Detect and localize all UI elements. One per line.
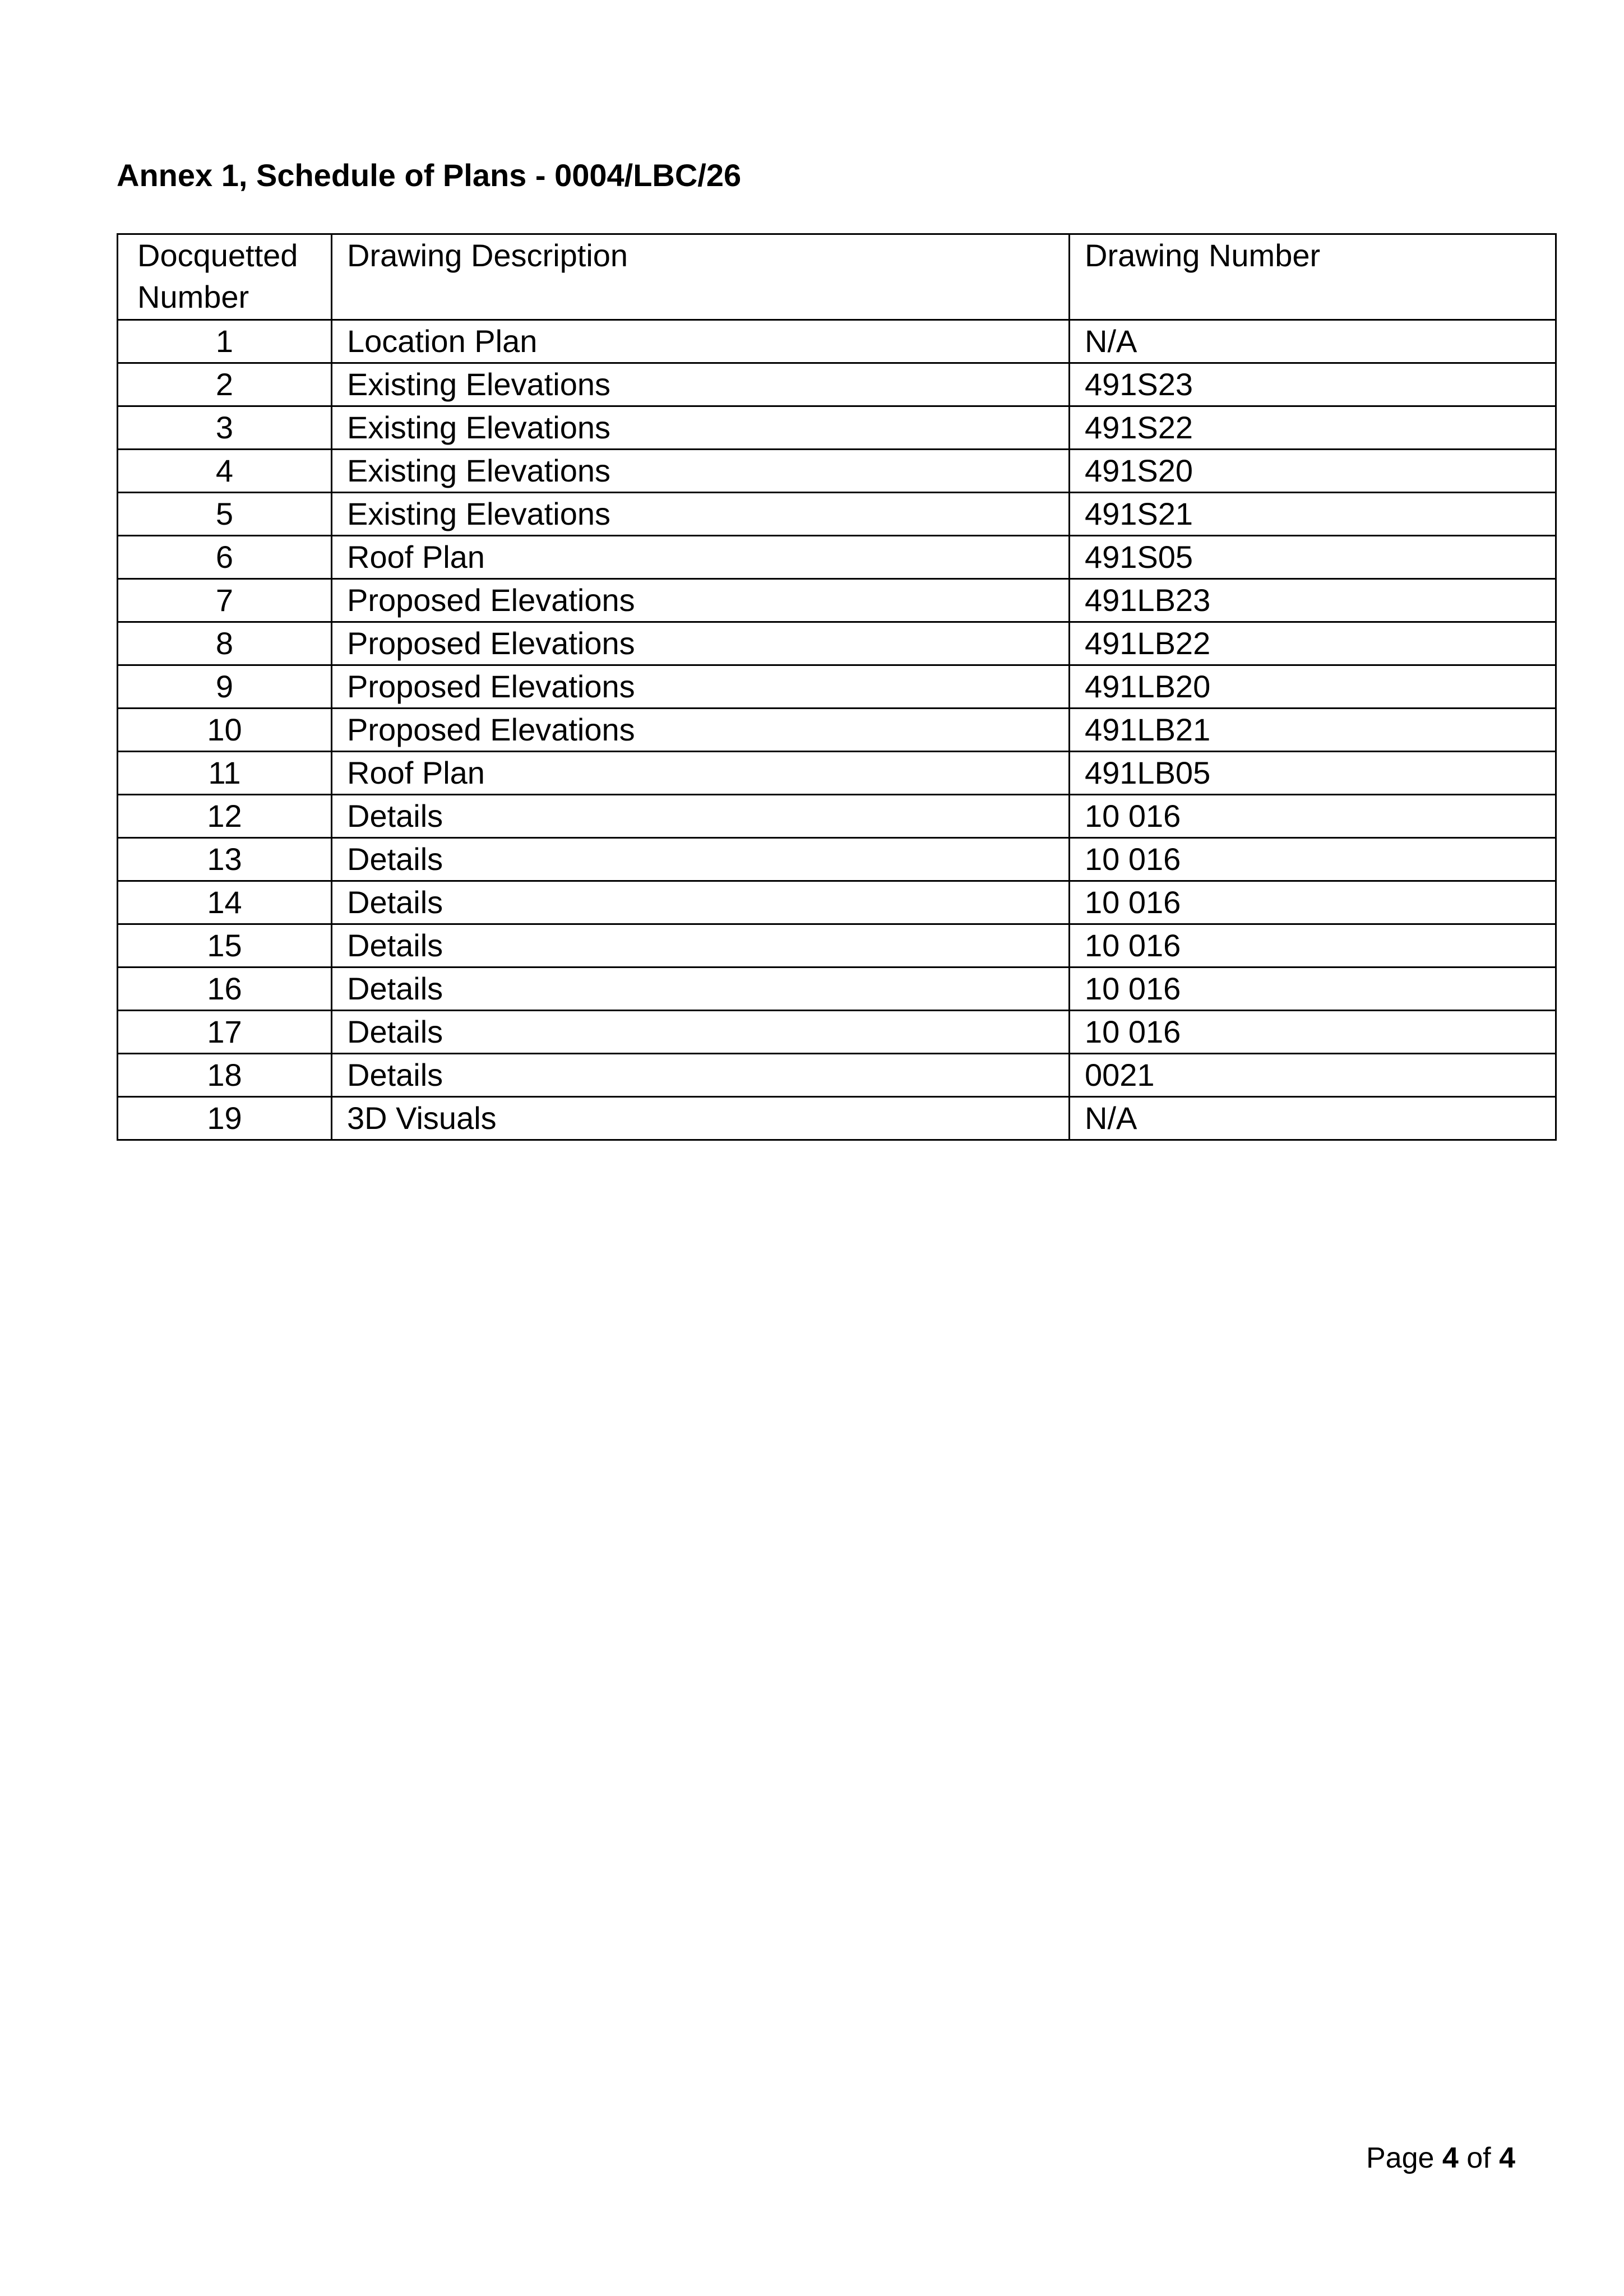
header-drawing-number: Drawing Number: [1070, 234, 1556, 320]
drawing-number-cell: 491LB20: [1070, 665, 1556, 709]
table-row: [118, 320, 1556, 363]
drawing-description-cell: Details: [332, 838, 1070, 881]
drawing-description-cell: Roof Plan: [332, 752, 1070, 795]
table-row: [118, 406, 1556, 450]
drawing-number-cell: 491LB05: [1070, 752, 1556, 795]
docquetted-number-cell: 10: [118, 709, 332, 752]
drawing-description-cell: Existing Elevations: [332, 363, 1070, 406]
drawing-description-cell: Location Plan: [332, 320, 1070, 363]
total-pages-number: 4: [1499, 2142, 1515, 2174]
drawing-description-cell: Proposed Elevations: [332, 579, 1070, 622]
docquetted-number-cell: 13: [118, 838, 332, 881]
table-row: [118, 579, 1556, 622]
drawing-description-cell: Details: [332, 1054, 1070, 1097]
drawing-number-cell: 491S21: [1070, 493, 1556, 536]
docquetted-number-cell: 11: [118, 752, 332, 795]
drawing-description-cell: Proposed Elevations: [332, 709, 1070, 752]
docquetted-number-cell: 19: [118, 1097, 332, 1140]
table-body: [118, 320, 1556, 1140]
page-title: Annex 1, Schedule of Plans - 0004/LBC/26: [117, 158, 742, 193]
drawing-description-cell: Proposed Elevations: [332, 622, 1070, 665]
current-page-number: 4: [1442, 2142, 1459, 2174]
table-row: [118, 665, 1556, 709]
drawing-number-cell: N/A: [1070, 1097, 1556, 1140]
docquetted-number-cell: 15: [118, 924, 332, 968]
table-row: [118, 363, 1556, 406]
drawing-description-cell: 3D Visuals: [332, 1097, 1070, 1140]
drawing-description-cell: Roof Plan: [332, 536, 1070, 579]
drawing-number-cell: 0021: [1070, 1054, 1556, 1097]
drawing-number-cell: 491S05: [1070, 536, 1556, 579]
drawing-description-cell: Existing Elevations: [332, 450, 1070, 493]
table-row: [118, 838, 1556, 881]
drawing-description-cell: Details: [332, 1011, 1070, 1054]
drawing-number-cell: 10 016: [1070, 881, 1556, 924]
table-row: [118, 1097, 1556, 1140]
drawing-description-cell: Details: [332, 881, 1070, 924]
table-row: [118, 795, 1556, 838]
docquetted-number-cell: 16: [118, 968, 332, 1011]
drawing-description-cell: Proposed Elevations: [332, 665, 1070, 709]
table-row: [118, 881, 1556, 924]
drawing-number-cell: 491S20: [1070, 450, 1556, 493]
drawing-number-cell: 10 016: [1070, 1011, 1556, 1054]
docquetted-number-cell: 8: [118, 622, 332, 665]
drawing-description-cell: Details: [332, 795, 1070, 838]
docquetted-number-cell: 7: [118, 579, 332, 622]
drawing-number-cell: N/A: [1070, 320, 1556, 363]
page-footer: [1366, 2140, 1515, 2176]
table-row: [118, 493, 1556, 536]
of-word: of: [1466, 2142, 1491, 2174]
docquetted-number-cell: 9: [118, 665, 332, 709]
table-row: [118, 622, 1556, 665]
table-row: [118, 752, 1556, 795]
drawing-number-cell: 10 016: [1070, 838, 1556, 881]
drawing-description-cell: Details: [332, 924, 1070, 968]
docquetted-number-cell: 2: [118, 363, 332, 406]
docquetted-number-cell: 3: [118, 406, 332, 450]
drawing-description-cell: Existing Elevations: [332, 406, 1070, 450]
table-header-row: [118, 234, 1556, 320]
table-row: [118, 968, 1556, 1011]
drawing-number-cell: 491S23: [1070, 363, 1556, 406]
docquetted-number-cell: 4: [118, 450, 332, 493]
drawing-number-cell: 491LB23: [1070, 579, 1556, 622]
table-row: [118, 450, 1556, 493]
table-row: [118, 536, 1556, 579]
docquetted-number-cell: 6: [118, 536, 332, 579]
header-docquetted-number: Docquetted Number: [118, 234, 332, 320]
drawing-number-cell: 10 016: [1070, 968, 1556, 1011]
page-word: Page: [1366, 2142, 1435, 2174]
drawing-number-cell: 10 016: [1070, 924, 1556, 968]
drawing-number-cell: 491LB21: [1070, 709, 1556, 752]
docquetted-number-cell: 12: [118, 795, 332, 838]
drawing-number-cell: 491S22: [1070, 406, 1556, 450]
docquetted-number-cell: 17: [118, 1011, 332, 1054]
table-row: [118, 1011, 1556, 1054]
schedule-of-plans-table: [117, 233, 1557, 1141]
drawing-number-cell: 491LB22: [1070, 622, 1556, 665]
docquetted-number-cell: 5: [118, 493, 332, 536]
drawing-description-cell: Details: [332, 968, 1070, 1011]
drawing-description-cell: Existing Elevations: [332, 493, 1070, 536]
table-row: [118, 924, 1556, 968]
docquetted-number-cell: 18: [118, 1054, 332, 1097]
drawing-number-cell: 10 016: [1070, 795, 1556, 838]
docquetted-number-cell: 1: [118, 320, 332, 363]
header-drawing-description: Drawing Description: [332, 234, 1070, 320]
docquetted-number-cell: 14: [118, 881, 332, 924]
table-row: [118, 1054, 1556, 1097]
table-row: [118, 709, 1556, 752]
